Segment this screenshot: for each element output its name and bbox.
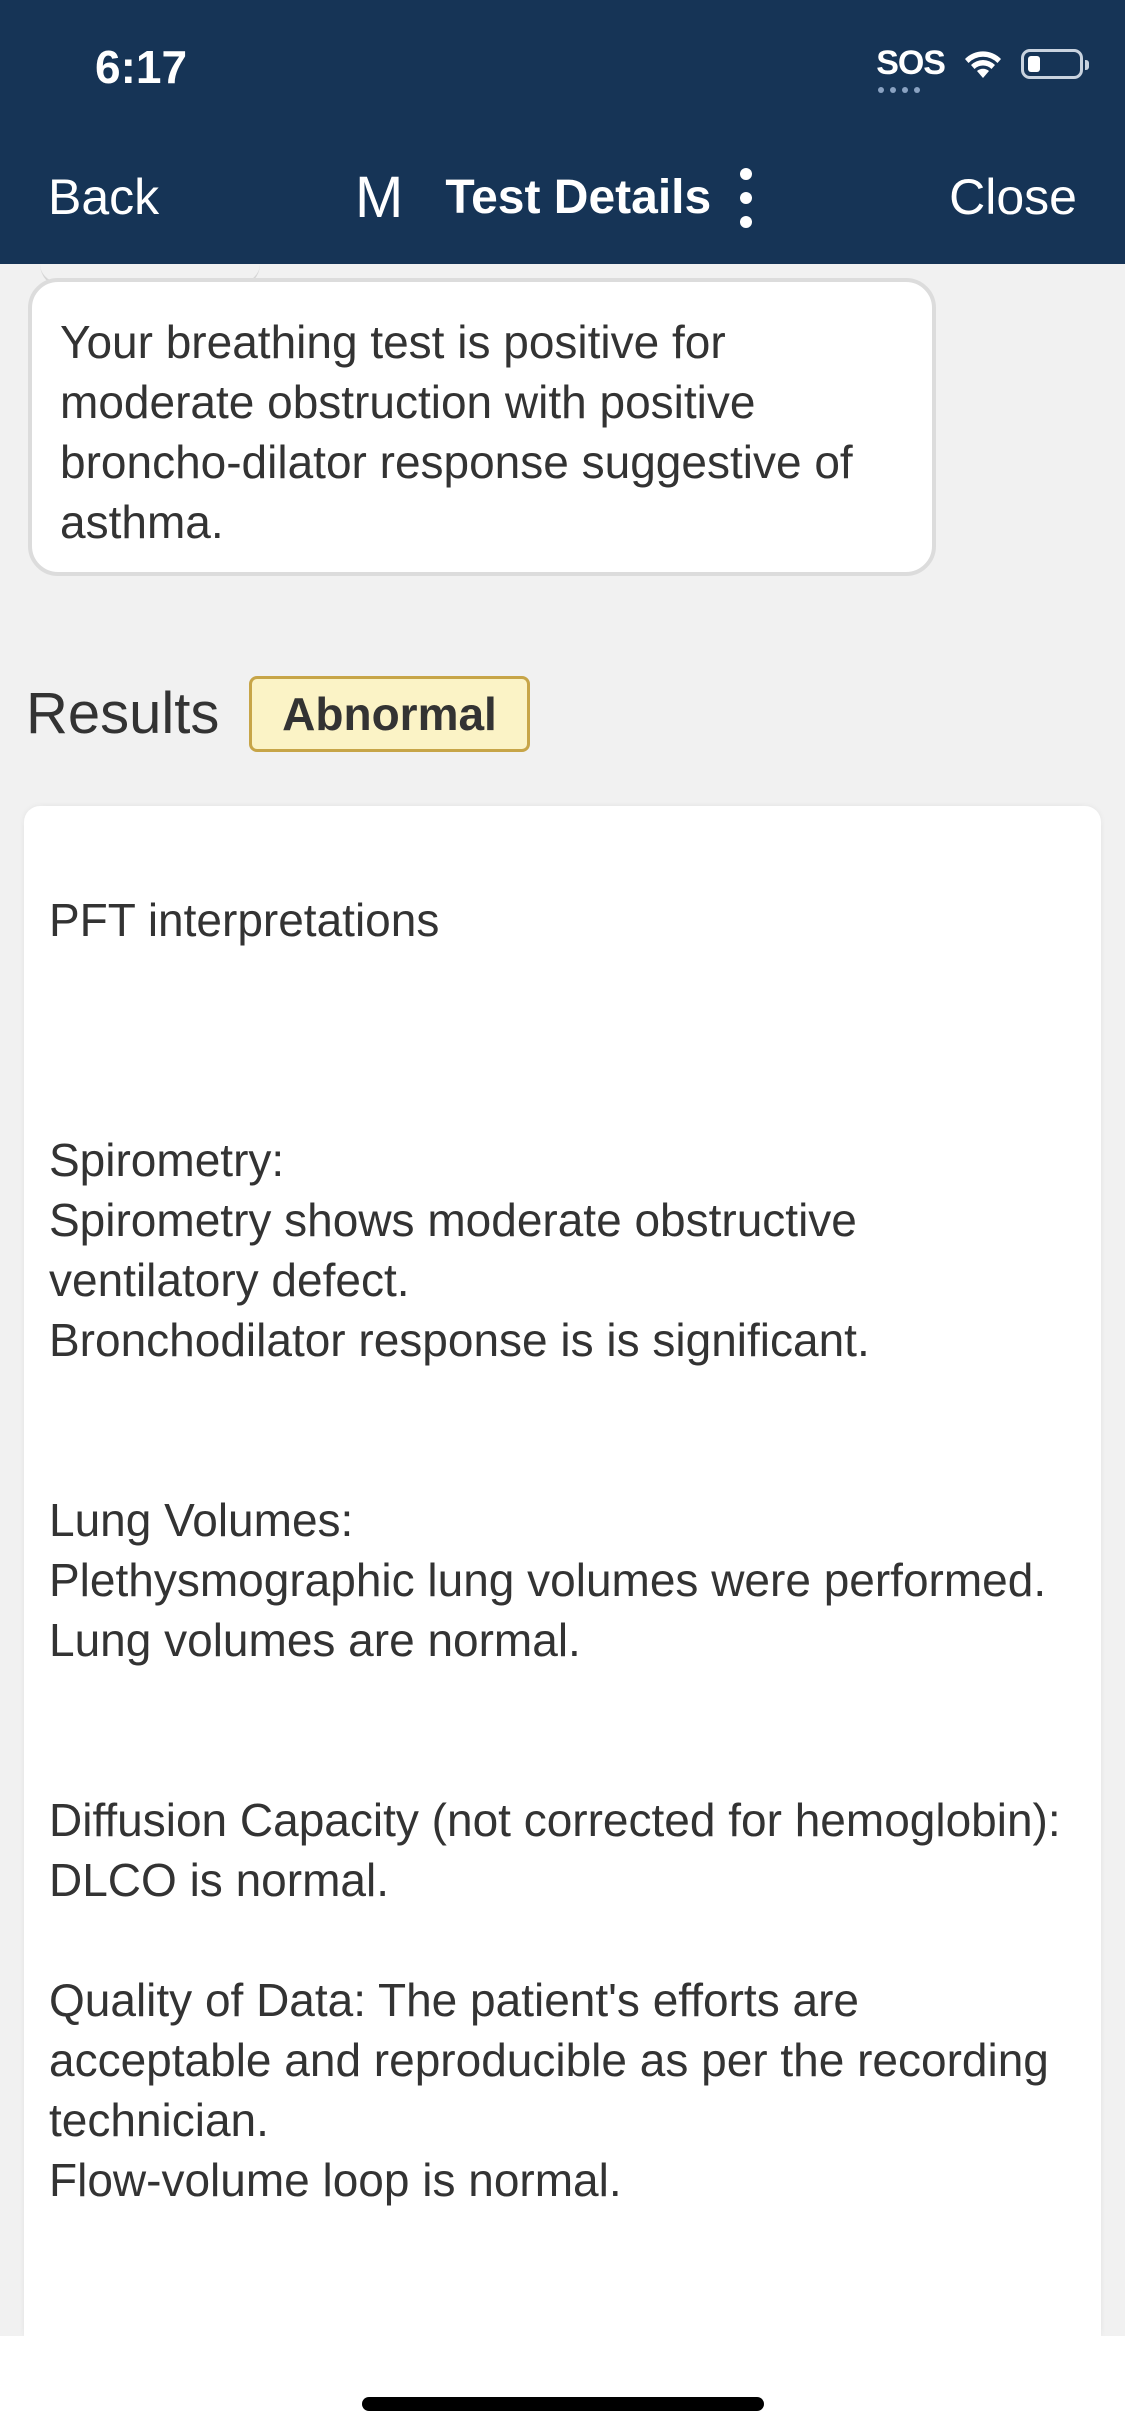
- results-body: PFT interpretations Spirometry: Spirometry shows moderate obstructive ventilatory defect. Bronchodilator response is is significant. Lung Volumes: Plethysmographic lung volumes were performed. Lung volumes are normal. Diffusion Capacity (not corrected for hemoglobin): DLCO is normal. Quality of Data: The patient's efforts are acceptable and reproducible as per the recording technician. Flow-volume loop is normal.: [49, 894, 1061, 2206]
- results-card[interactable]: [24, 806, 1101, 2336]
- app-header: [0, 0, 1125, 264]
- page-title: Test Details: [445, 171, 712, 224]
- back-button[interactable]: Back: [48, 169, 160, 225]
- wifi-icon: [963, 48, 1003, 80]
- status-time: 6:17: [95, 41, 188, 93]
- app-logo: M: [355, 165, 404, 230]
- message-bubble: [28, 278, 936, 576]
- message-text: Your breathing test is positive for moderate obstruction with positive broncho-dilator response suggestive of asthma.: [60, 316, 853, 548]
- status-icons: [876, 44, 1083, 83]
- sos-label: SOS: [876, 44, 945, 82]
- sos-indicator: [876, 44, 945, 83]
- sos-dots: [878, 87, 920, 93]
- battery-icon: [1021, 49, 1083, 79]
- nav-title-group: [355, 164, 753, 231]
- results-heading: Results: [26, 681, 220, 746]
- more-vertical-icon[interactable]: [739, 168, 753, 228]
- status-badge: Abnormal: [249, 676, 530, 752]
- home-indicator[interactable]: [362, 2397, 764, 2411]
- bottom-safe-area: [0, 2336, 1125, 2436]
- close-button[interactable]: Close: [949, 169, 1077, 225]
